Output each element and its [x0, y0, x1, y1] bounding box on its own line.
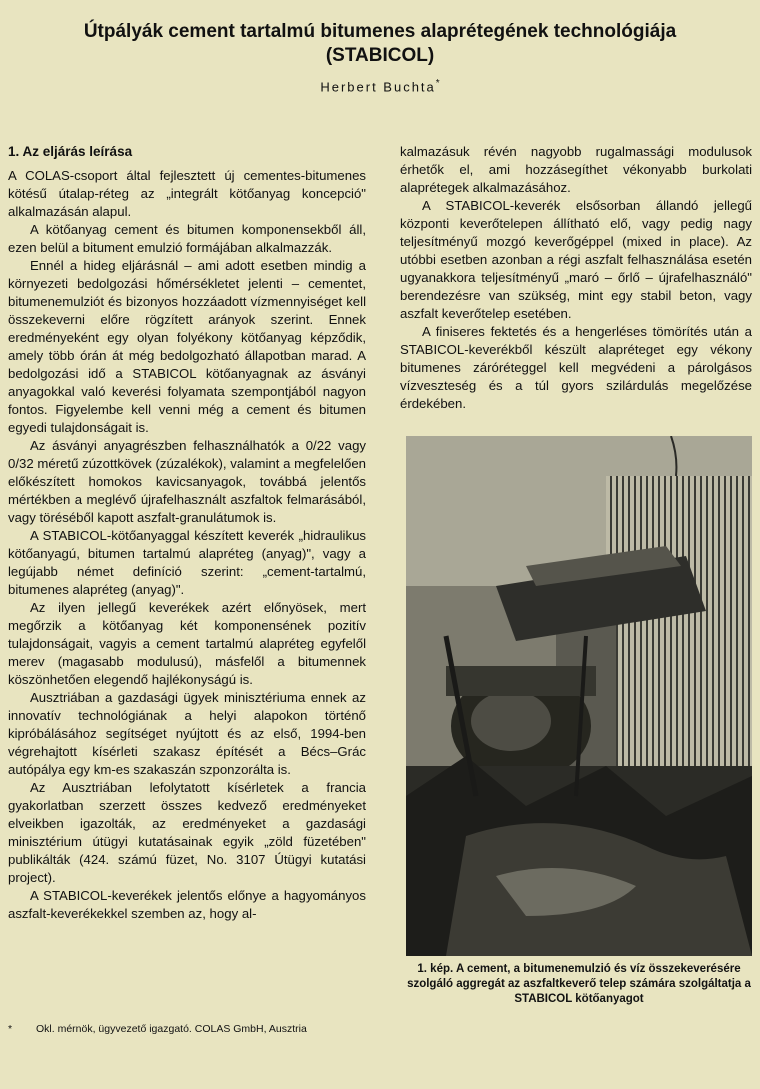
plant-photo	[406, 436, 752, 956]
paragraph: Az ásványi anyagrészben felhasználhatók a 0/22 vagy 0/32 méretű zúzottkövek (zúzalékok), valamint a megfelelően előkészített homokos kavicsanyagok, továbbá jelentős mértékben a meglévő újrafelhasznált aszfaltok felmarásából, vagy töréséből kapott aszfalt-granulátumok is.	[8, 438, 366, 525]
paragraph: Ausztriában a gazdasági ügyek minisztériuma ennek az innovatív technológiának a helyi alapokon történő kipróbálásához segítséget nyújtott és az első, 1994-ben végrehajtott kísérleti szakasz építését a Bécs–Grác autópálya egy km-es szakaszán szponzorálta is.	[8, 690, 366, 777]
paragraph: Ennél a hideg eljárásnál – ami adott esetben mindig a környezeti bedolgozási hőmérsékletet jelenti – cementet, bitumenemulziót és bizonyos hozzáadott vízmennyiséget kell összekeverni előre rögzített arányok szerint. Ennek eredményeként egy olyan folyékony kötőanyag képződik, amely több órán át még bedolgozható állapotban marad. A bedolgozási idő a STABICOL kötőanyagnak az ásványi anyagokkal való keverési folyamata szempontjából nagyon fontos. Figyelembe kell venni még a cement és bitumen egyedi tulajdonságait is.	[8, 258, 366, 435]
footnote-mark: *	[8, 1023, 13, 1035]
title-line-2: (STABICOL)	[325, 45, 435, 66]
paragraph: Az Ausztriában lefolytatott kísérletek a francia gyakorlatban szerzett összes kedvező eredményeket elveikben igazolták, az eredményeket a gazdasági minisztérium útügyi kutatásainak egyik „zöld füzetében" publikálták (424. számú füzet, No. 3107 Útügyi kutatási project).	[8, 780, 366, 885]
author-line	[0, 78, 760, 94]
left-column	[8, 143, 366, 923]
mixing-plant-illustration	[406, 436, 752, 956]
footnote-text: Okl. mérnök, ügyvezető igazgató. COLAS GmbH, Ausztria	[36, 1023, 307, 1035]
author-footnote-mark: *	[435, 78, 440, 89]
paragraph: A STABICOL-keverék elsősorban állandó jellegű központi keverőtelepen állítható elő, vagy pedig nagy teljesítményű mozgó keverőgéppel (mixed in place). Az utóbbi esetben azonban a régi aszfalt felhasználása esetén ugyanakkora teljesítményű „maró – őrlő – újrafelhasználó" berendezésre van szükség, mint egy stabil beton, vagy aszfalt keverőtelep esetében.	[400, 198, 752, 321]
paragraph: A STABICOL-kötőanyaggal készített keverék „hidraulikus kötőanyagú, bitumen tartalmú alapréteg (anyag)", vagy a legújabb német definíció szerint: „cement-tartalmú, bitumenes alapréteg (anyag)".	[8, 528, 366, 597]
paragraph: A kötőanyag cement és bitumen komponensekből áll, ezen belül a bitument emulzió formájában alkalmazzák.	[8, 222, 366, 255]
footnote	[8, 1022, 368, 1036]
paragraph: A COLAS-csoport által fejlesztett új cementes-bitumenes kötésű útalap-réteg az „integrált kötőanyag koncepció" alkalmazásán alapul.	[8, 168, 366, 219]
article-title	[0, 20, 760, 68]
author-name: Herbert Buchta	[320, 79, 436, 95]
section-heading: 1. Az eljárás leírása	[8, 144, 133, 159]
right-column	[400, 143, 752, 413]
paragraph: A STABICOL-keverékek jelentős előnye a hagyományos aszfalt-keverékekkel szemben az, hogy al-	[8, 888, 366, 921]
paragraph: kalmazásuk révén nagyobb rugalmassági modulusok érhetők el, ami hozzásegíthet vékonyabb burkolati alaprétegek alkalmazásához.	[400, 144, 752, 195]
paragraph: Az ilyen jellegű keverékek azért előnyösek, mert megőrzik a kötőanyag két komponensének pozitív tulajdonságait, vagyis a cement tartalmú alapréteg egyfelől merev (magasabb modulusú), másfelől a bitumennek köszönhetően elegendő hajlékonyságú is.	[8, 600, 366, 687]
title-line-1: Útpályák cement tartalmú bitumenes alaprétegének technológiája	[83, 21, 677, 42]
paragraph: A finiseres fektetés és a hengerléses tömörítés után a STABICOL-keverékből készült alapréteget egy vékony bitumenes záróréteggel kell megvédeni a párolgásos vízveszteség és a túl gyors szilárdulás megelőzése érdekében.	[400, 324, 752, 411]
photo-caption: 1. kép. A cement, a bitumenemulzió és víz összekeverésére szolgáló aggregát az aszfaltkeverő telep számára szolgáltatja a STABICOL kötőanyagot	[407, 963, 751, 1005]
